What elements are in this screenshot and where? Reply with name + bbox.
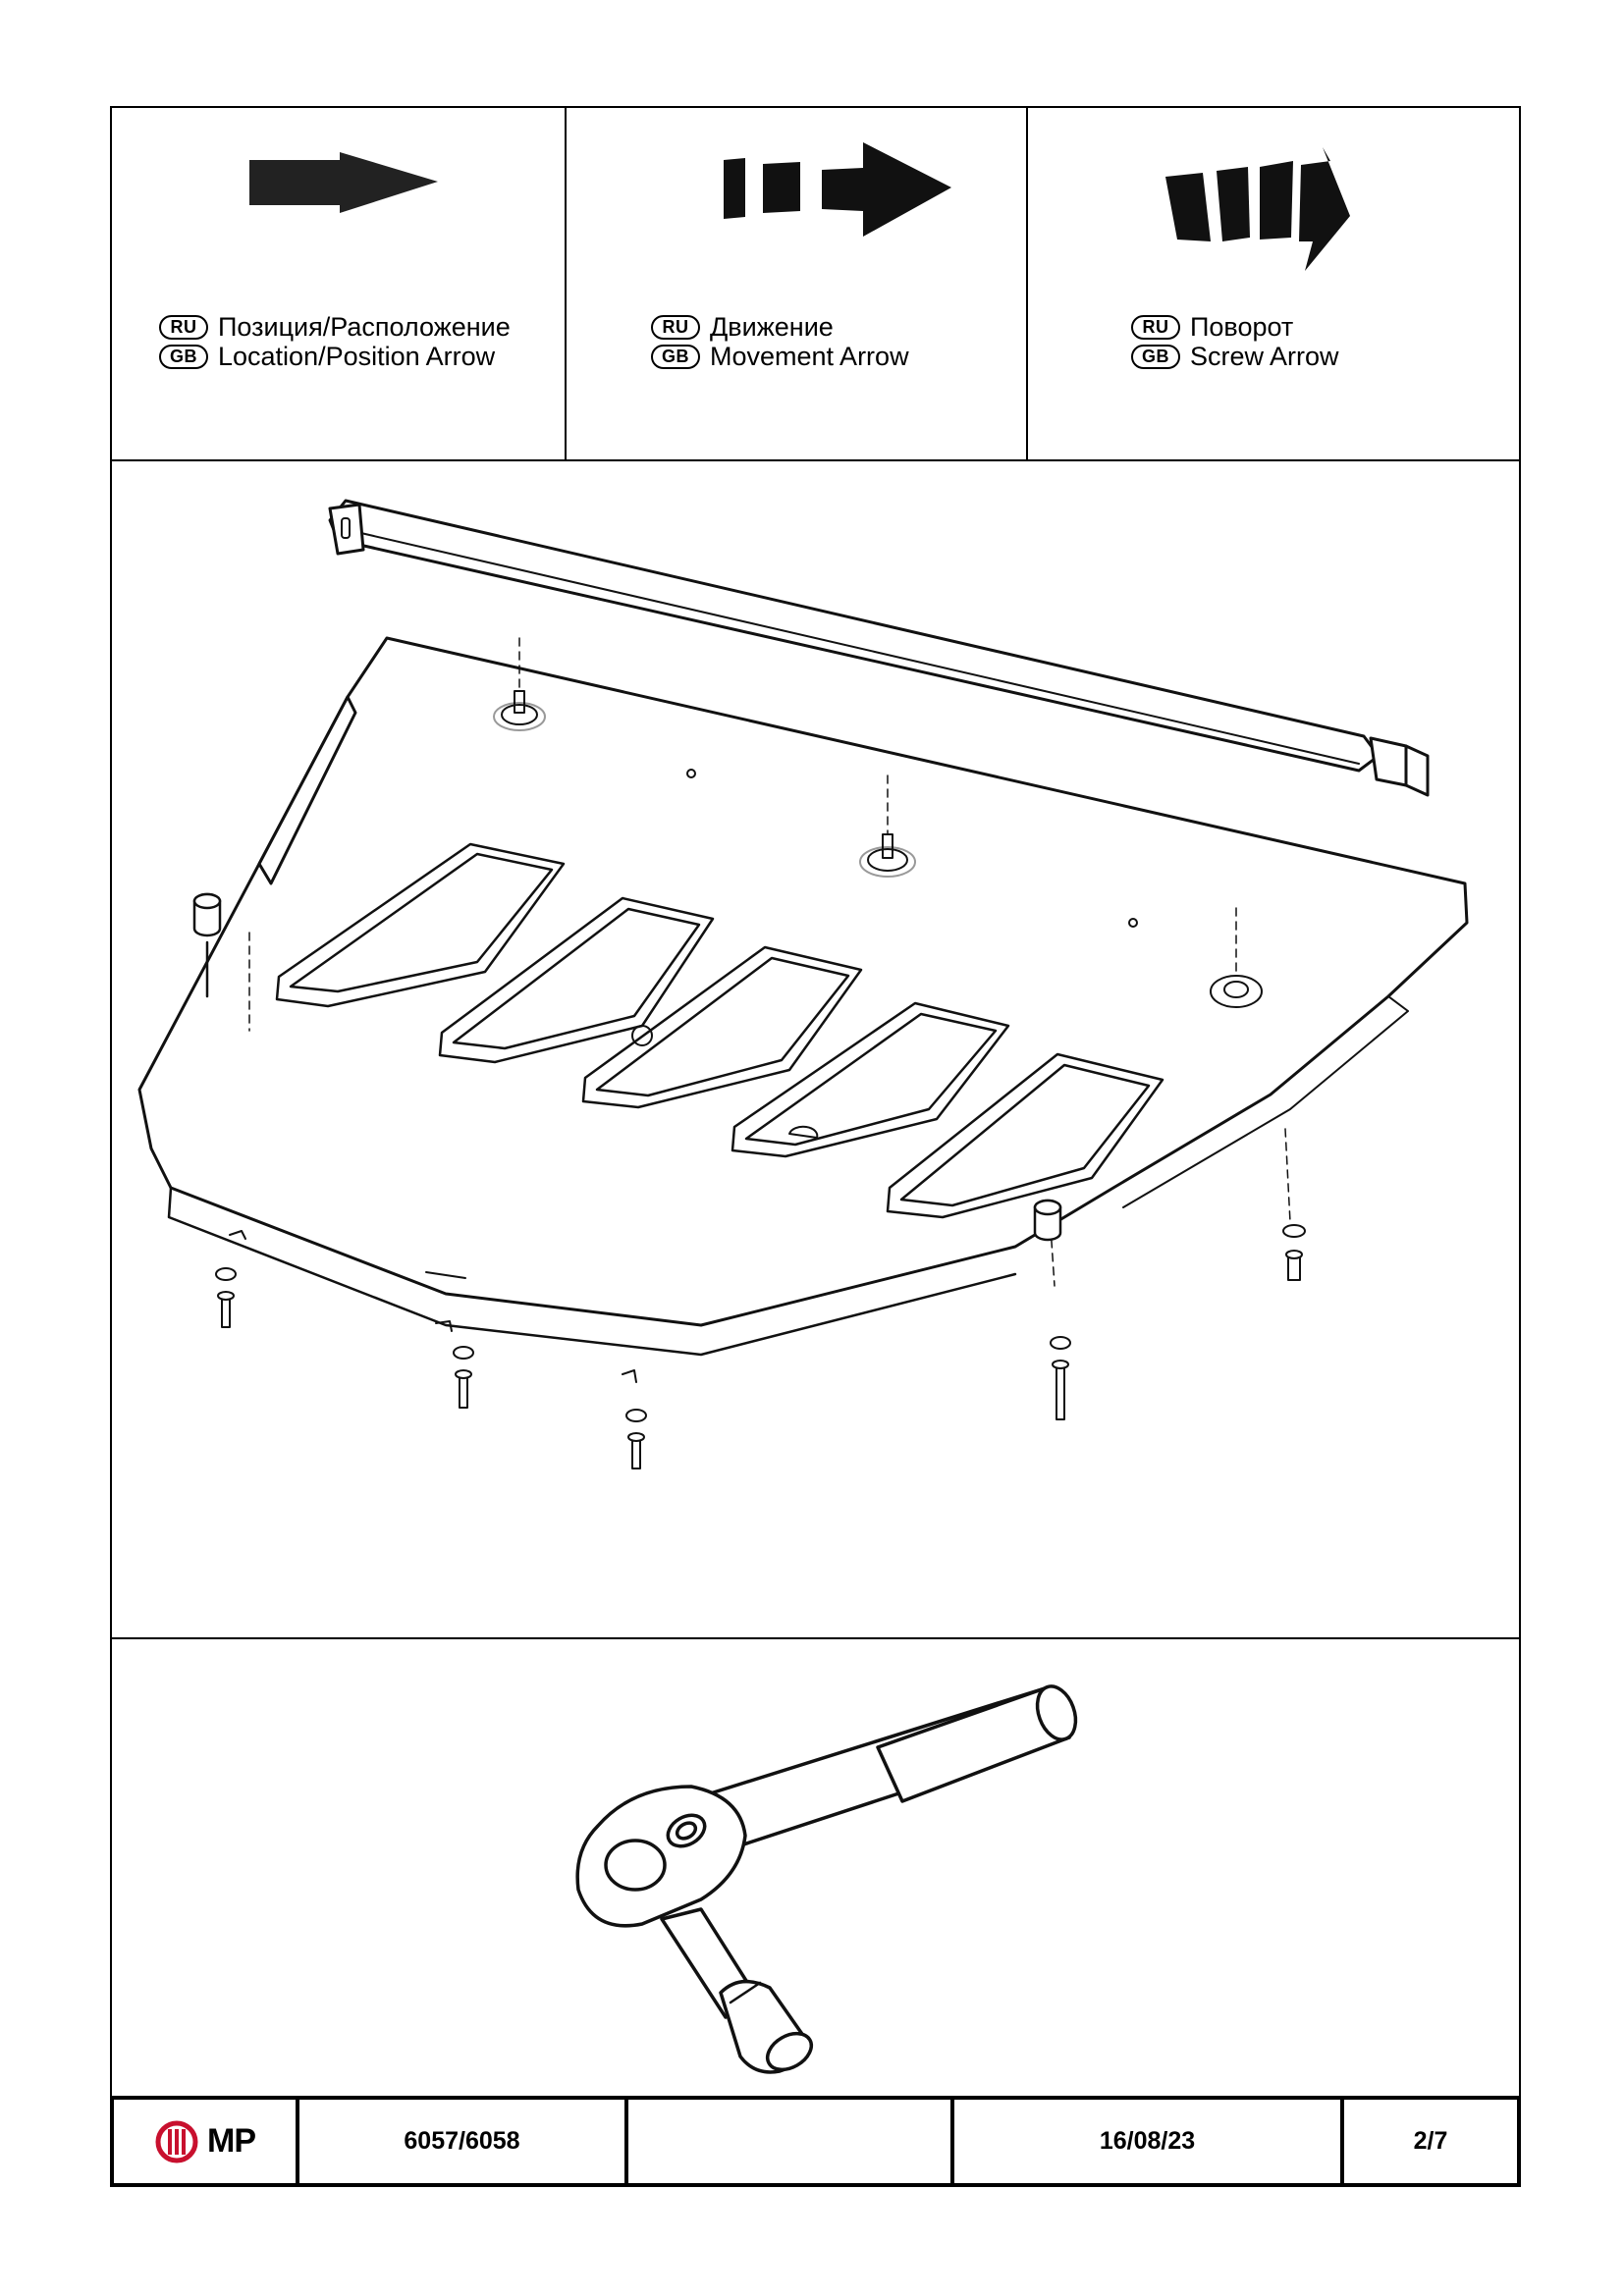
legend-ru-text: Поворот bbox=[1190, 312, 1294, 342]
ratchet-wrench-icon bbox=[112, 1639, 1519, 2097]
screw-arrow-icon bbox=[1165, 147, 1362, 275]
part-number: 6057/6058 bbox=[299, 2100, 628, 2183]
diagram-panel bbox=[112, 461, 1519, 1639]
skid-plate-exploded-view-icon bbox=[112, 461, 1519, 1635]
legend-location bbox=[112, 108, 567, 459]
mp-logo-icon bbox=[154, 2119, 199, 2164]
legend-ru-text: Позиция/Расположение bbox=[218, 312, 511, 342]
location-arrow-icon bbox=[249, 152, 446, 221]
blank-cell bbox=[628, 2100, 954, 2183]
legend-row bbox=[112, 108, 1519, 461]
tool-panel bbox=[112, 1639, 1519, 2101]
date: 16/08/23 bbox=[954, 2100, 1344, 2183]
legend-movement bbox=[567, 108, 1028, 459]
legend-screw bbox=[1028, 108, 1519, 459]
legend-ru-text: Движение bbox=[710, 312, 834, 342]
ru-badge: RU bbox=[1131, 315, 1180, 340]
logo-cell bbox=[114, 2100, 299, 2183]
page-number: 2/7 bbox=[1413, 2127, 1448, 2155]
logo-text: MP bbox=[207, 2122, 255, 2160]
legend-gb-text: Location/Position Arrow bbox=[218, 342, 496, 371]
ru-badge: RU bbox=[651, 315, 700, 340]
gb-badge: GB bbox=[159, 345, 208, 369]
brand-logo bbox=[154, 2119, 255, 2164]
legend-gb-text: Screw Arrow bbox=[1190, 342, 1339, 371]
movement-arrow-icon bbox=[724, 142, 959, 250]
gb-badge: GB bbox=[651, 345, 700, 369]
legend-gb-text: Movement Arrow bbox=[710, 342, 909, 371]
title-block bbox=[110, 2096, 1521, 2187]
page-frame bbox=[110, 106, 1521, 2187]
ru-badge: RU bbox=[159, 315, 208, 340]
gb-badge: GB bbox=[1131, 345, 1180, 369]
